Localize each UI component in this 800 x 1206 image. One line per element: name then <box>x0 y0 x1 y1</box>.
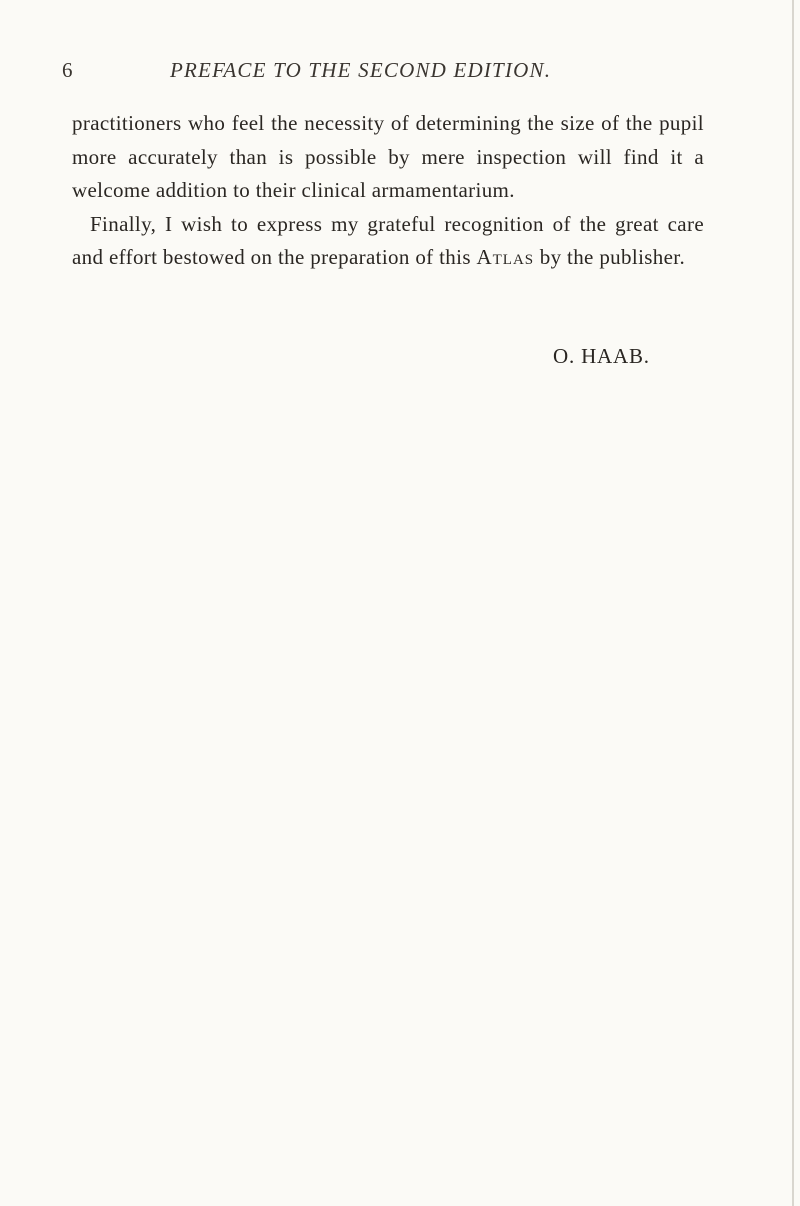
paragraph-2-text-end: by the publisher. <box>534 245 686 269</box>
page-edge-line <box>792 0 794 1206</box>
author-signature: O. HAAB. <box>553 344 650 368</box>
atlas-emphasis: Atlas <box>476 245 535 269</box>
running-title: PREFACE TO THE SECOND EDITION. <box>170 58 552 82</box>
running-head <box>62 54 692 86</box>
page-number: 6 <box>62 58 74 82</box>
paragraph-2 <box>72 208 704 275</box>
paragraph-1: practitioners who feel the necessity of determining the size of the pupil more accurately than is possible by mere inspection will find it a welcome addition to their clinical armamentarium. <box>72 111 704 202</box>
paragraph-2-text-start: Finally, I wish to express my grateful recognition of the great care and effort bestowed on the preparation of this <box>72 211 704 269</box>
body-text <box>72 107 704 275</box>
